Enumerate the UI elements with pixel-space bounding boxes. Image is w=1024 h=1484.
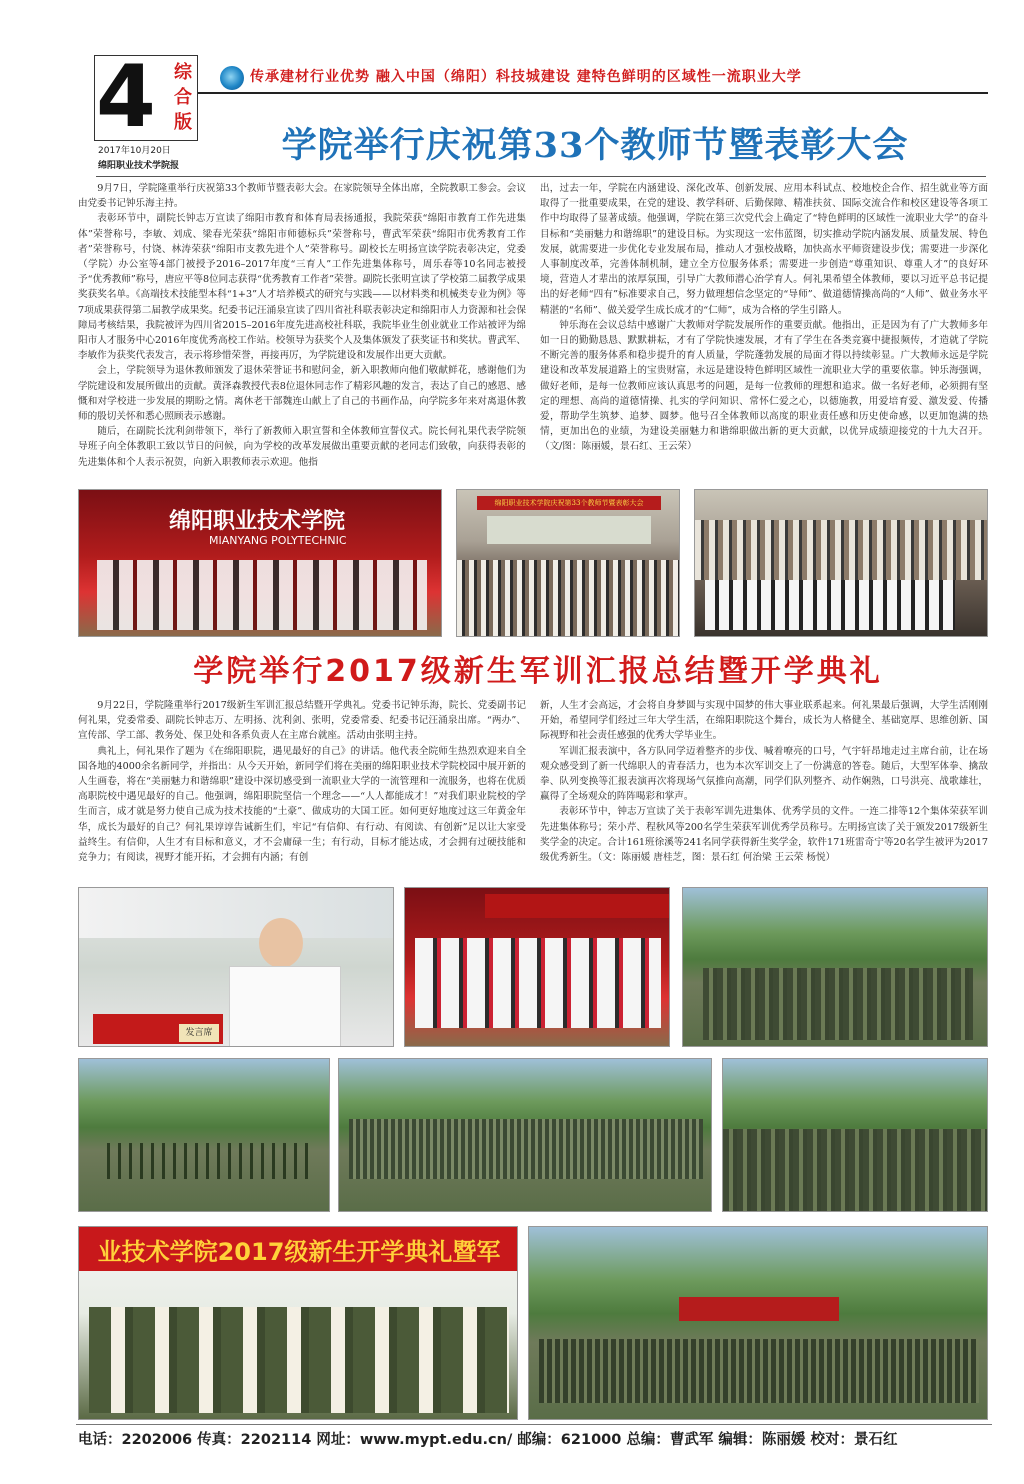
paragraph: 军训汇报表演中，各方队同学迈着整齐的步伐、喊着嘹亮的口号，气宇轩昂地走过主席台前，让在场观众感受到了新一代绵职人的青春活力，也为本次军训交上了一份满意的答卷。随后，大型军体拳、擒敌拳、队列变换等汇报表演再次将现场气氛推向高潮，同学们队列整齐、动作娴熟，口号洪亮、战歌雄壮，赢得了全场观众的阵阵喝彩和掌声。 — [540, 745, 988, 803]
paragraph: 表彰环节中，副院长钟志万宣读了绵阳市教育和体育局表扬通报，我院荣获“绵阳市教育工作先进集体”荣誉称号，李敏、刘成、梁春光荣获“绵阳市师德标兵”荣誉称号，曹武军荣获“绵阳市优秀教育工作者”荣誉称号，付饶、林涛荣获“绵阳市支教先进个人”荣誉称号。副校长左明扬宣读学院表彰决定，党委（学院）办公室等4部门被授予2016–2017年度“三育人”工作先进集体称号，周乐春等10名同志被授予“优秀教师”称号，唐应平等8位同志获得“优秀教育工作者”荣誉。副院长张明宣读了学校第二届教学成果奖获奖名单。《高端技术技能型本科“1+3”人才培养模式的研究与实践——以材料类和机械类专业为例》等7项成果获得第二届教学成果奖。纪委书记汪涌泉宣读了四川省社科联表彰决定和绵阳市人力资源和社会保障局考核结果，我院被评为四川省2015–2016年度先进高校社科联，我院毕业生创业就业工作站被评为绵阳市人才服务中心2016年度优秀高校工作站。校领导为获奖个人及集体颁发了获奖证书和奖状。曹武军、李敏作为获奖代表发言，表示将珍惜荣誉，再接再厉，为学院建设和发展作出更大贡献。 — [78, 213, 526, 362]
article2-right-column — [540, 698, 988, 880]
audience — [695, 520, 988, 580]
article2-headline: 学院举行2017级新生军训汇报总结暨开学典礼 — [193, 654, 883, 689]
people-row — [97, 560, 427, 630]
photo-award-winners — [78, 489, 442, 637]
paper-name: 绵阳职业技术学院报 — [98, 161, 180, 171]
section-char: 综 — [174, 61, 192, 83]
paragraph: 出，过去一年，学院在内涵建设、深化改革、创新发展、应用本科试点、校地校企合作、招生就业等方面取得了一批重要成果，在党的建设、教学科研、后勤保障、精准扶贫、国际交流合作和校区建设等各项工作中均取得了显著成绩。他强调，学院在第三次党代会上确定了“特色鲜明的区域性一流职业大学”的奋斗目标和“美丽魅力和谐绵职”的建设目标。为实现这一宏伟蓝图，切实推动学院内涵发展、质量发展、特色发展，就需要进一步优化专业发展布局，推动人才强校战略，加快高水平师资建设步伐；需要进一步深化人事制度改革，完善体制机制，建立全方位服务体系；需要进一步创造“尊重知识、尊重人才”的良好环境，营造人才辈出的浓厚氛围，引导广大教师潜心治学育人。何礼果希望全体教师，要以习近平总书记提出的好老师“四有”标准要求自己，努力做理想信念坚定的“导师”、做道德情操高尚的“人师”、做业务水平精湛的“名师”、做关爱学生成长成才的“仁师”，成为合格的学生引路人。 — [540, 183, 988, 316]
ceremony-banner: 业技术学院2017级新生开学典礼暨军 — [79, 1227, 518, 1271]
audience — [457, 560, 680, 637]
article1-left-column — [78, 181, 526, 475]
paragraph: 9月22日，学院隆重举行2017级新生军训汇报总结暨开学典礼。党委书记钟乐海，院长、党委副书记何礼果，党委常委、副院长钟志万、左明扬、沈利剑、张明，党委常委、纪委书记汪涌泉出席。“两办”、宣传部、学工部、教务处、保卫处和各系负责人在主席台就座。活动由张明主持。 — [78, 700, 526, 742]
troops-formation — [349, 1119, 703, 1179]
issue-date: 2017年10月20日 — [98, 146, 171, 156]
paragraph: 9月7日，学院隆重举行庆祝第33个教师节暨表彰大会。在家院领导全体出席，全院教职工参会。会议由党委书记钟乐海主持。 — [78, 183, 526, 210]
section-char: 版 — [174, 112, 192, 134]
review-stand — [679, 1297, 839, 1321]
teachers-row — [705, 580, 955, 630]
leaders-row — [415, 938, 661, 1028]
photo-march-parade — [682, 887, 988, 1047]
section-char: 合 — [174, 86, 192, 108]
photo-speaker — [78, 887, 394, 1047]
photo-stadium — [338, 1058, 712, 1212]
photo-ceremony-hall — [456, 489, 680, 637]
divider — [76, 1424, 992, 1425]
college-sign: 绵阳职业技术学院 — [169, 508, 346, 534]
divider — [96, 176, 986, 177]
page-number: 4 — [96, 47, 156, 147]
photo-drill-field — [78, 1058, 330, 1212]
photo-martial-arts — [722, 1058, 988, 1212]
college-sign-en: MIANYANG POLYTECHNIC — [209, 534, 347, 547]
paragraph: 钟乐海在会议总结中感谢广大教师对学院发展所作的重要贡献。他指出，正是因为有了广大教师多年如一日的勤勤恳恳、默默耕耘，才有了学院快速发展，才有了学生在各类竞赛中捷报频传，才造就了学院不断完善的服务体系和稳步提升的育人质量，学院蓬勃发展的局面才得以持续彰显。广大教师永远是学院建设和改革发展道路上的宝贵财富，永远是建设特色鲜明区域性一流职业大学的重要依靠。钟乐海强调，做好老师，是每一位教师应该认真思考的问题，是每一位教师的理想和追求。做一名好老师，必须拥有坚定的理想、高尚的道德情操、扎实的学问知识、常怀仁爱之心，以德施教，用爱培育爱、激发爱、传播爱，帮助学生筑梦、追梦、圆梦。他号召全体教师以高度的职业责任感和历史使命感，以更加饱满的热情，更加出色的业绩，为建设美丽魅力和谐绵职做出新的更大贡献，以优异成绩迎接党的十九大召开。（文/图：陈丽媛，景石红、王云荣） — [540, 319, 988, 453]
article1-headline: 学院举行庆祝第33个教师节暨表彰大会 — [281, 125, 909, 166]
paragraph: 随后，在副院长沈利剑带领下，举行了新教师入职宣誓和全体教师宣誓仪式。院长何礼果代表学院领导班子向全体教职工致以节日的问候，向为学校的改革发展做出重要贡献的老同志们致敬，向获得表彰的先进集体和个人表示祝贺，向新入职教师表示欢迎。他指 — [78, 426, 526, 468]
building-wall — [79, 888, 394, 938]
speaker-shirt — [229, 966, 341, 1047]
stage-screen — [487, 516, 651, 544]
footer-contact: 电话：2202006 传真：2202114 网址：www.mypt.edu.cn/ 邮编：621000 总编：曹武军 编辑：陈丽媛 校对：景石红 — [78, 1432, 898, 1448]
troops-formation — [539, 1339, 979, 1403]
article1-right-column — [540, 181, 988, 475]
troops-formation — [723, 1129, 988, 1212]
podium-label: 发言席 — [179, 1024, 219, 1042]
article2-left-column — [78, 698, 526, 880]
hall-banner: 绵阳职业技术学院庆祝第33个教师节暨表彰大会 — [477, 496, 661, 510]
paragraph: 表彰环节中，钟志万宣读了关于表彰军训先进集体、优秀学员的文件。一连二排等12个集体荣获军训先进集体称号；荣小芹、程秋风等200名学生荣获军训优秀学员称号。左明扬宣读了关于颁发2017级新生奖学金的决定。合计161班徐溪等241名同学获得新生奖学金，软件171班雷奇宁等20名学生被评为2017级优秀新生。（文：陈丽媛 唐桂芝，图：景石红 何治梁 王云荣 杨悦） — [540, 806, 988, 864]
photo-rostrum — [404, 887, 670, 1047]
photo-award-students — [78, 1226, 518, 1420]
paragraph: 会上，学院领导为退休教师颁发了退休荣誉证书和慰问金，新入职教师向他们敬献鲜花，感谢他们为学院建设和发展所做出的贡献。黄泽森教授代表8位退休同志作了精彩风趣的发言，表达了自己的感恩、感慨和对学校进一步发展的期盼之情。离休老干部魏连山献上了自己的书画作品，向学院多年来对离退休教师的殷切关怀和悉心照顾表示感谢。 — [78, 365, 526, 423]
rostrum-banner — [485, 894, 670, 918]
college-logo-icon — [220, 66, 244, 90]
troops-formation — [703, 968, 973, 1040]
photo-parade-ground — [528, 1226, 988, 1420]
paragraph: 典礼上，何礼果作了题为《在绵阳职院，遇见最好的自己》的讲话。他代表全院师生热烈欢迎来自全国各地的4000余名新同学，并指出：从今天开始，新同学们将在美丽的绵阳职业技术学院校园中展开新的人生画卷，将在“美丽魅力和谐绵职”建设中深切感受到一流职业大学的一流管理和一流服务，也将在优质高职院校中遇见最好的自己。他强调，绵阳职院坚信一个理念——“人人都能成才！”对我们职业院校的学生而言，成才就是努力使自己成为技术技能的“土豪”、做成功的大国工匠。如何更好地度过这三年黄金年华，成长为最好的自己？何礼果谆谆告诫新生们，牢记“有信仰、有行动、有阅读、有创新”足以让大家受益终生。有信仰，人生才有目标和意义，才不会庸碌一生；有行动，目标才能达成，才会拥有过硬技能和竞争力；有阅读，视野才能开拓，才会拥有内涵；有创 — [78, 745, 526, 864]
slogan: 传承建材行业优势 融入中国（绵阳）科技城建设 建特色鲜明的区域性一流职业大学 — [250, 69, 802, 85]
speaker-head — [259, 918, 303, 968]
paragraph: 新，人生才会高远，才会将自身梦圆与实现中国梦的伟大事业联系起来。何礼果最后强调，大学生活刚刚开始，希望同学们经过三年大学生活，在绵阳职院这个舞台，成长为人格健全、基础宽厚、思维创新、国际视野和社会责任感强的优秀大学毕业生。 — [540, 700, 988, 742]
photo-oath — [694, 489, 988, 637]
section-label — [170, 60, 196, 136]
students-row — [89, 1307, 509, 1413]
divider — [198, 92, 988, 94]
troops-formation — [99, 1143, 309, 1179]
